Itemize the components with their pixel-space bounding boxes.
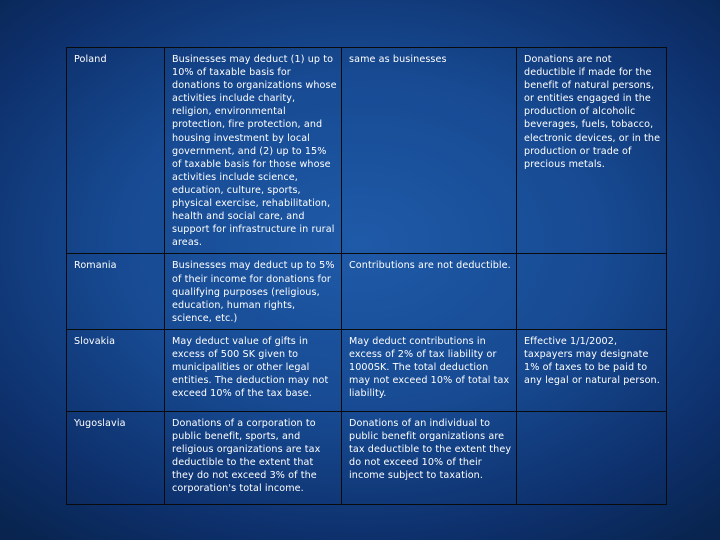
country-cell: Yugoslavia (67, 411, 165, 504)
notes-cell: Donations are not deductible if made for the benefit of natural persons, or entities engaged in the production of alcoholic beverages, fuels, tobacco, electronic devices, or in the production or trade of precious metals. (517, 48, 667, 254)
business-deduction-cell: Businesses may deduct up to 5% of their income for donations for qualifying purposes (religious, education, human rights, science, etc.) (165, 254, 342, 329)
table-row (67, 254, 667, 329)
individual-deduction-cell: same as businesses (342, 48, 517, 254)
table-row (67, 48, 667, 254)
country-cell: Romania (67, 254, 165, 329)
tax-deduction-table (66, 47, 667, 505)
individual-deduction-cell: May deduct contributions in excess of 2% of tax liability or 1000SK. The total deduction may not exceed 10% of total tax liability. (342, 329, 517, 411)
table-row (67, 411, 667, 504)
individual-deduction-cell: Donations of an individual to public benefit organizations are tax deductible to the extent they do not exceed 10% of their income subject to taxation. (342, 411, 517, 504)
notes-cell (517, 254, 667, 329)
country-cell: Slovakia (67, 329, 165, 411)
business-deduction-cell: Donations of a corporation to public benefit, sports, and religious organizations are tax deductible to the extent that they do not exceed 3% of the corporation's total income. (165, 411, 342, 504)
notes-cell (517, 411, 667, 504)
business-deduction-cell: Businesses may deduct (1) up to 10% of taxable basis for donations to organizations whose activities include charity, religion, environmental protection, fire protection, and housing investment by local government, and (2) up to 15% of taxable basis for those whose activities include science, education, culture, sports, physical exercise, rehabilitation, health and social care, and support for infrastructure in rural areas. (165, 48, 342, 254)
country-cell: Poland (67, 48, 165, 254)
notes-cell: Effective 1/1/2002, taxpayers may designate 1% of taxes to be paid to any legal or natural person. (517, 329, 667, 411)
business-deduction-cell: May deduct value of gifts in excess of 500 SK given to municipalities or other legal entities. The deduction may not exceed 10% of the tax base. (165, 329, 342, 411)
table-row (67, 329, 667, 411)
individual-deduction-cell: Contributions are not deductible. (342, 254, 517, 329)
